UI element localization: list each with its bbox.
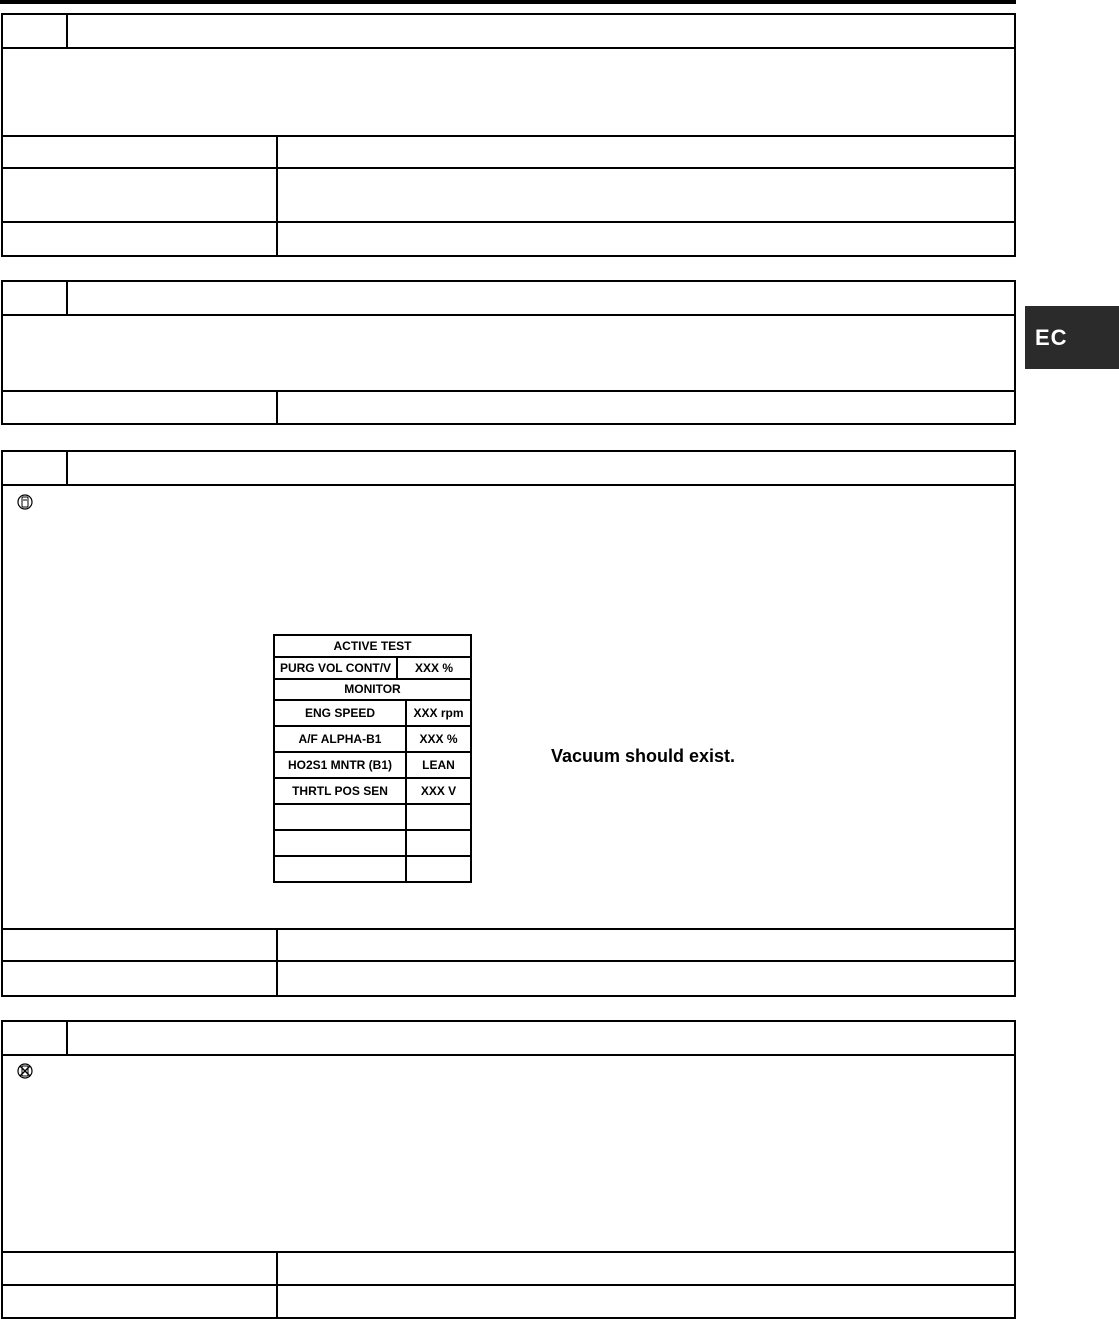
step-3-body (3, 486, 1014, 928)
step-4-body (3, 1056, 1014, 1251)
step-1-result-row-1 (3, 135, 1014, 167)
monitor-header: MONITOR (275, 680, 470, 701)
step-4-result-row-2 (3, 1284, 1014, 1317)
monitor-row-value: LEAN (422, 758, 455, 772)
step-3-result-row-2-label (3, 962, 278, 995)
step-2-number-cell (3, 282, 68, 314)
monitor-row-value (407, 831, 470, 855)
step-3-number-cell (3, 452, 68, 484)
step-2-header (3, 282, 1014, 316)
step-1-result-row-2 (3, 167, 1014, 221)
ec-tab-label: EC (1035, 324, 1068, 350)
step-3-result-row-1 (3, 928, 1014, 960)
step-1-number-cell (3, 15, 68, 47)
step-4-result-row-1-label (3, 1253, 278, 1284)
step-1-result-row-3 (3, 221, 1014, 255)
monitor-row-value: XXX V (420, 784, 457, 798)
ec-section-tab[interactable] (1025, 306, 1119, 369)
active-test-monitor-table (273, 634, 472, 883)
step-4-header (3, 1022, 1014, 1056)
step-4-number-cell (3, 1022, 68, 1054)
step-2-box (1, 280, 1016, 425)
step-1-header (3, 15, 1014, 49)
step-1-box (1, 13, 1016, 257)
active-test-header: ACTIVE TEST (275, 636, 470, 658)
monitor-row (275, 727, 470, 753)
step-1-result-row-3-label (3, 223, 278, 255)
monitor-row (275, 753, 470, 779)
monitor-row-value: XXX % (419, 732, 458, 746)
no-tools-icon (17, 1063, 33, 1079)
purge-label: PURG VOL CONT/V (275, 658, 398, 678)
monitor-row-label: THRTL POS SEN (275, 779, 407, 803)
step-1-result-row-1-label (3, 137, 278, 167)
monitor-row-value: XXX rpm (413, 706, 464, 720)
monitor-row-label: A/F ALPHA-B1 (275, 727, 407, 751)
monitor-row-label: HO2S1 MNTR (B1) (275, 753, 407, 777)
monitor-row (275, 831, 470, 857)
step-3-box (1, 450, 1016, 997)
monitor-row-label (275, 857, 407, 881)
monitor-row-value (407, 805, 470, 829)
step-1-body (3, 49, 1014, 135)
consult-tester-icon (17, 494, 33, 510)
step-4-result-row-1 (3, 1251, 1014, 1284)
step-4-result-row-2-label (3, 1286, 278, 1317)
monitor-row (275, 701, 470, 727)
monitor-row-label: ENG SPEED (275, 701, 407, 725)
step-2-result-row (3, 390, 1014, 423)
step-3-result-row-1-label (3, 930, 278, 960)
monitor-row (275, 805, 470, 831)
step-3-header (3, 452, 1014, 486)
top-rule (0, 0, 1016, 4)
step-3-result-row-2 (3, 960, 1014, 995)
monitor-row-label (275, 805, 407, 829)
purge-value: XXX % (414, 661, 453, 675)
purge-row (275, 658, 470, 680)
step-2-result-row-label (3, 392, 278, 423)
step-2-body (3, 316, 1014, 390)
monitor-row (275, 779, 470, 805)
monitor-row (275, 857, 470, 881)
vacuum-note: Vacuum should exist. (551, 746, 736, 766)
monitor-row-value (407, 857, 470, 881)
step-1-result-row-2-label (3, 169, 278, 221)
step-4-box (1, 1020, 1016, 1319)
monitor-row-label (275, 831, 407, 855)
